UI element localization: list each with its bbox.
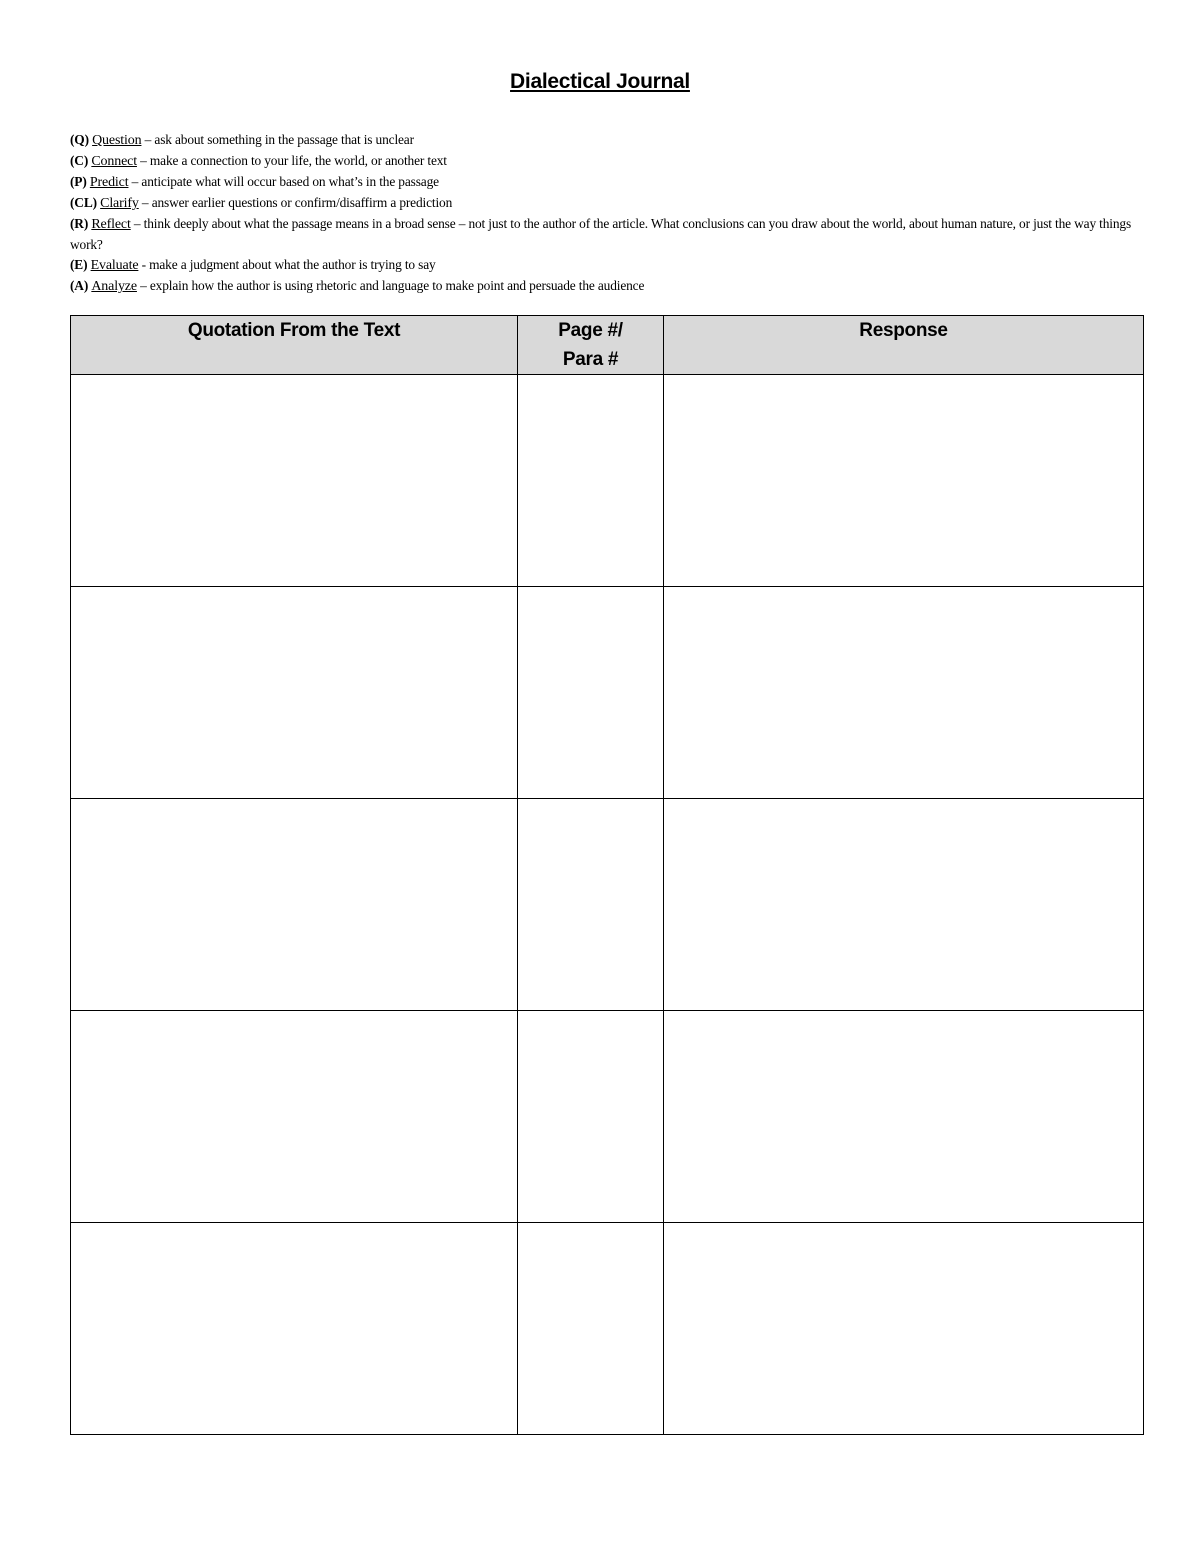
header-quotation: Quotation From the Text: [71, 316, 518, 375]
page-para-cell[interactable]: [518, 587, 664, 799]
legend-description: anticipate what will occur based on what’s in the passage: [141, 174, 439, 189]
legend-item-question: [70, 130, 1140, 151]
quotation-cell[interactable]: [71, 1223, 518, 1435]
legend-separator: –: [130, 216, 144, 231]
table-row: [71, 375, 1144, 587]
legend-code: (E): [70, 257, 88, 272]
legend-item-predict: [70, 172, 1140, 193]
page-para-cell[interactable]: [518, 375, 664, 587]
legend-code: (R): [70, 216, 89, 231]
legend-separator: –: [138, 195, 152, 210]
legend-term: Evaluate: [90, 258, 139, 273]
legend-description: make a connection to your life, the world, or another text: [149, 153, 447, 168]
legend-term: Connect: [91, 154, 137, 169]
legend-separator: –: [136, 153, 150, 168]
legend-description: answer earlier questions or confirm/disaffirm a prediction: [151, 195, 453, 210]
table-row: [71, 587, 1144, 799]
legend-code: (Q): [70, 132, 89, 147]
legend: [70, 130, 1140, 297]
legend-description: make a judgment about what the author is trying to say: [149, 257, 436, 272]
page-para-cell[interactable]: [518, 1011, 664, 1223]
legend-term: Clarify: [100, 196, 139, 211]
legend-item-evaluate: [70, 255, 1140, 276]
legend-description: think deeply about what the passage means in a broad sense – not just to the author of the article. What conclusions can you draw about the world, about human nature, or just the way things work?: [70, 216, 1132, 252]
response-cell[interactable]: [664, 1011, 1144, 1223]
legend-code: (A): [70, 278, 89, 293]
table-row: [71, 1011, 1144, 1223]
page-title: Dialectical Journal: [510, 70, 690, 93]
legend-description: ask about something in the passage that is unclear: [154, 132, 414, 147]
legend-term: Predict: [89, 175, 129, 190]
quotation-cell[interactable]: [71, 799, 518, 1011]
header-response: Response: [664, 316, 1144, 375]
legend-term: Question: [92, 133, 142, 148]
table-row: [71, 1223, 1144, 1435]
header-page-line2: Para #: [562, 349, 619, 370]
legend-separator: –: [136, 278, 150, 293]
header-page-para: [518, 316, 664, 375]
legend-code: (C): [70, 153, 89, 168]
legend-separator: -: [138, 257, 150, 272]
legend-code: (CL): [70, 195, 97, 210]
table-header-row: [71, 316, 1144, 375]
page-para-cell[interactable]: [518, 799, 664, 1011]
legend-item-reflect: [70, 214, 1140, 255]
legend-term: Reflect: [91, 217, 131, 232]
response-cell[interactable]: [664, 799, 1144, 1011]
quotation-cell[interactable]: [71, 375, 518, 587]
legend-item-connect: [70, 151, 1140, 172]
response-cell[interactable]: [664, 587, 1144, 799]
journal-table: [70, 315, 1144, 1435]
quotation-cell[interactable]: [71, 1011, 518, 1223]
response-cell[interactable]: [664, 375, 1144, 587]
page-para-cell[interactable]: [518, 1223, 664, 1435]
header-page-line1: Page #/: [558, 320, 623, 341]
legend-item-clarify: [70, 193, 1140, 214]
legend-term: Analyze: [91, 279, 137, 294]
legend-description: explain how the author is using rhetoric and language to make point and persuade the audience: [149, 278, 645, 293]
legend-code: (P): [70, 174, 87, 189]
response-cell[interactable]: [664, 1223, 1144, 1435]
quotation-cell[interactable]: [71, 587, 518, 799]
table-row: [71, 799, 1144, 1011]
legend-separator: –: [128, 174, 142, 189]
legend-separator: –: [141, 132, 155, 147]
legend-item-analyze: [70, 276, 1140, 297]
